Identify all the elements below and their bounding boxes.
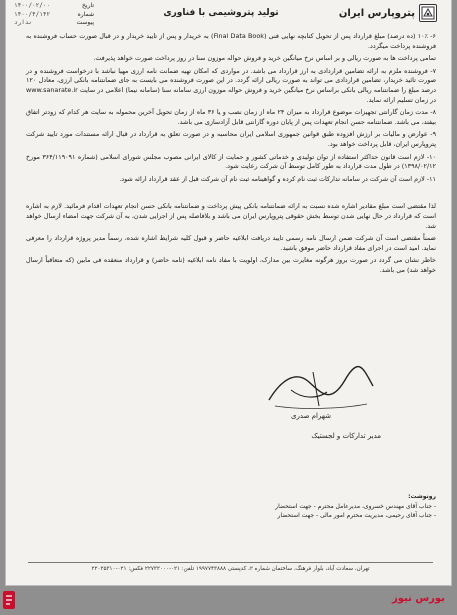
petropars-logo-icon bbox=[419, 4, 437, 22]
header-tagline: تولید پتروشیمی با فناوری bbox=[163, 8, 279, 18]
company-name: پتروپارس ایران bbox=[338, 7, 415, 19]
paragraph-payments: تمامی پرداخت ها به صورت ریالی و بر اساس نرخ میانگین خرید و فروش حواله موزون سنا در روز پرداخت صورت خواهد پذیرفت. bbox=[93, 54, 436, 63]
handwritten-signature bbox=[261, 360, 381, 415]
meta-attachment-value: ندارد bbox=[14, 19, 33, 26]
cc-item: - جناب آقای رحیمی، مدیریت محترم امور مالی - جهت استحضار bbox=[136, 511, 436, 520]
signatory-title: مدیر تدارکات و لجستیک bbox=[311, 432, 381, 440]
letter-body bbox=[26, 32, 436, 278]
meta-number-value: ۱۴۰۰/۴/۱۴۲ bbox=[14, 10, 51, 18]
paragraph-9: ۹- عوارض و مالیات بر ارزش افزوده طبق قوانین جمهوری اسلامی ایران محاسبه و در صورت تعلق به قرارداد در قبال ارائه مستندات مورد تایید شرکت پتروپارس ایران، قابل پرداخت خواهد بود. bbox=[26, 130, 436, 148]
paragraph-8: ۸- مدت زمان گارانتی تجهیزات موضوع قرارداد به میزان ۲۴ ماه از زمان نصب و یا ۳۶ ماه از زمان تحویل آخرین محموله به سایت هر کدام که زودتر اتفاق بیفتد، می باشد. ضمانتنامه حسن انجام تعهدات پس از پایان دوره گارانتی قابل آزادسازی می باشد. bbox=[26, 108, 436, 126]
signature-block bbox=[251, 360, 391, 430]
letter-footer: تهران، سعادت آباد، بلوار فرهنگ، ساختمان شماره ۲، کدپستی ۱۹۹۷۷۴۳۸۸۸ تلفن: ۰۲۱-۲۲۷۳۲۰۰۰ فکس: ۰۲۱-۲۲۰۲۵۳۱۰ bbox=[28, 562, 433, 573]
meta-date-label: تاریخ bbox=[82, 2, 94, 9]
meta-attachment-label: پیوست bbox=[76, 19, 94, 26]
cc-list bbox=[136, 502, 436, 520]
cc-item: - جناب آقای مهندس خسروی، مدیرعامل محترم - جهت استحضار bbox=[136, 502, 436, 511]
paragraph-guarantees: لذا مقتضی است مبلغ مقادیر اشاره شده نسبت به ارائه ضمانتنامه بانکی پیش پرداخت و ضمانتنامه بانکی حسن انجام تعهدات اقدام فرمائید. لازم به اشاره است که قرارداد در حال نهایی شدن توسط بخش حقوقی پتروپارس ایران می باشد و بلافاصله پس از اجرایی شدن، به آن شرکت جهت امضاء ارسال خواهد شد. bbox=[26, 202, 436, 230]
meta-attachment bbox=[14, 19, 94, 28]
meta-date-value: ۱۴۰۰/۰۲/۰۰ bbox=[14, 2, 51, 9]
paragraph-11: ۱۱- لازم است آن شرکت در سامانه تدارکات ثبت نام کرده و گواهینامه ثبت نام آن شرکت قبل از عقد قرارداد ارائه شود. bbox=[119, 174, 436, 183]
paragraph-introduce-manager: ضمناً مقتضی است آن شرکت ضمن ارسال نامه رسمی تایید دریافت ابلاغیه حاضر و قبول کلیه شرایط اشاره شده، رسماً مدیر پروژه قرارداد را معرفی نماید. امید است در اجرای مفاد قرارداد حاضر موفق باشید. bbox=[26, 234, 436, 252]
letter-page bbox=[6, 0, 451, 585]
signatory-name: شهرام صدری bbox=[291, 412, 331, 420]
meta-date bbox=[14, 2, 94, 11]
paragraph-6: ۶- ۱۰٪ (ده درصد) مبلغ قرارداد پس از تحویل کتابچه نهایی فنی (Final Data Book) به خریدار و پس از تایید خریدار و در قبال صورت حساب فروشنده به فروشنده پرداخت میگردد. bbox=[26, 32, 436, 50]
paragraph-7: ۷- فروشنده ملزم به ارائه تضامین قراردادی به ارز قرارداد می باشد. در مواردی که امکان تهیه ضمانت نامه ارزی مهیا نباشد با درخواست فروشنده و در صورت تائید خریدار، تضامین قراردادی می تواند به صورت ریالی ارائه گردد. در این صورت فروشنده می بایست به جای ضمانتنامه بانکی ارزی، معادل ۱۲۰ درصد مبلغ را ضمانتنامه ریالی بانکی براساس نرخ میانگین خرید و فروش حواله موزون ارزی سامانه سنا (سامانه نیما) اعلامی در سایت www.sanarate.ir در زمان تسلیم ارائه نماید. bbox=[26, 66, 436, 104]
letter-meta bbox=[14, 2, 94, 28]
company-logo bbox=[339, 4, 437, 22]
meta-number-label: شماره bbox=[77, 10, 94, 18]
watermark-text: بورس نیوز bbox=[392, 593, 445, 604]
red-stamp-icon bbox=[2, 590, 16, 610]
cc-label: رونوشت: bbox=[408, 493, 436, 500]
meta-number bbox=[14, 11, 94, 20]
cc-section bbox=[136, 492, 436, 520]
paragraph-priority: خاطر نشان می گردد در صورت بروز هرگونه مغایرت بین مدارک، اولویت با مفاد نامه ابلاغیه (نامه حاضر) و قرارداد منعقده فی مابین (که متعاقباً ارسال خواهد شد) می باشد. bbox=[26, 256, 436, 274]
paragraph-10: ۱۰- لازم است قانون حداکثر استفاده از توان تولیدی و خدماتی کشور و حمایت از کالای ایرانی مصوب مجلس شورای اسلامی (شماره ۳۶۴/۱۱۹۰۹۱ مورخ ۱۳۹۸/۰۲/۱۲) در طول مدت قرارداد به طور کامل توسط آن شرکت رعایت شود. bbox=[26, 152, 436, 171]
